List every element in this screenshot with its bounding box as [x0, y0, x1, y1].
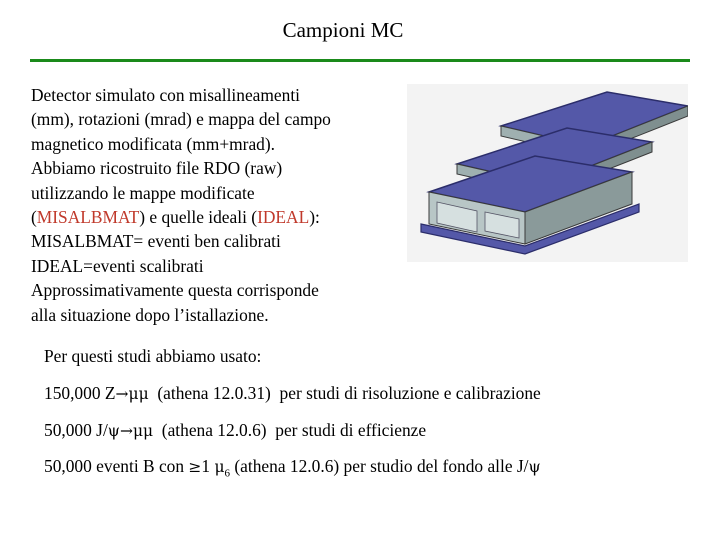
study-description: (athena 12.0.6) per studio del fondo alle J/ [230, 456, 529, 476]
open-paren: ( [31, 207, 37, 228]
study-item-z [44, 383, 541, 404]
intro-line: Detector simulato con misallineamenti [31, 85, 300, 105]
intro-line: MISALBMAT= eventi ben calibrati [31, 231, 281, 252]
close-paren: ) [139, 207, 150, 228]
arrow-icon: → [115, 385, 129, 403]
study-item-jpsi [44, 420, 426, 441]
intro-line: utilizzando le mappe modificate [31, 182, 255, 203]
study-description: (athena 12.0.6) per studi di efficienze [153, 420, 427, 440]
ideal-label: IDEAL [257, 207, 310, 228]
chambers-illustration [407, 84, 688, 262]
study-item-b [44, 456, 541, 479]
misalbmat-label: MISALBMAT [36, 207, 140, 228]
intro-line: alla situazione dopo l’istallazione. [31, 304, 269, 325]
study-description: (athena 12.0.31) per studi di risoluzione e calibrazione [148, 383, 541, 403]
mumu-symbol: μμ [132, 422, 154, 440]
study-count: 50,000 eventi B con [44, 456, 189, 476]
intro-line: Approssimativamente questa corrisponde [31, 280, 319, 301]
studies-heading: Per questi studi abbiamo usato: [44, 346, 262, 366]
intro-line: IDEAL=eventi scalibrati [31, 255, 204, 276]
study-count: 50,000 J/ [44, 420, 108, 440]
mu-symbol: μ [214, 458, 225, 476]
geq-symbol: ≥ [188, 458, 202, 476]
arrow-icon: → [119, 422, 133, 440]
misaligned-chambers-figure [407, 84, 688, 262]
intro-line-labels [31, 205, 401, 229]
slide-title: Campioni MC [282, 18, 404, 42]
intro-line: (mm), rotazioni (mrad) e mappa del campo [31, 109, 331, 130]
mu-subscript: 6 [224, 467, 231, 480]
psi-symbol: ψ [107, 422, 120, 440]
title-divider [30, 59, 690, 62]
intro-paragraph [31, 83, 401, 327]
study-number: 1 [201, 456, 215, 476]
intro-line: magnetico modificata (mm+mrad). [31, 133, 276, 154]
psi-symbol: ψ [528, 458, 541, 476]
study-count: 150,000 Z [44, 383, 116, 403]
intro-line-fragment: e quelle ideali ( [149, 207, 258, 228]
close-paren-colon: ): [309, 207, 320, 228]
intro-line: Abbiamo ricostruito file RDO (raw) [31, 158, 283, 179]
mumu-symbol: μμ [128, 385, 149, 403]
